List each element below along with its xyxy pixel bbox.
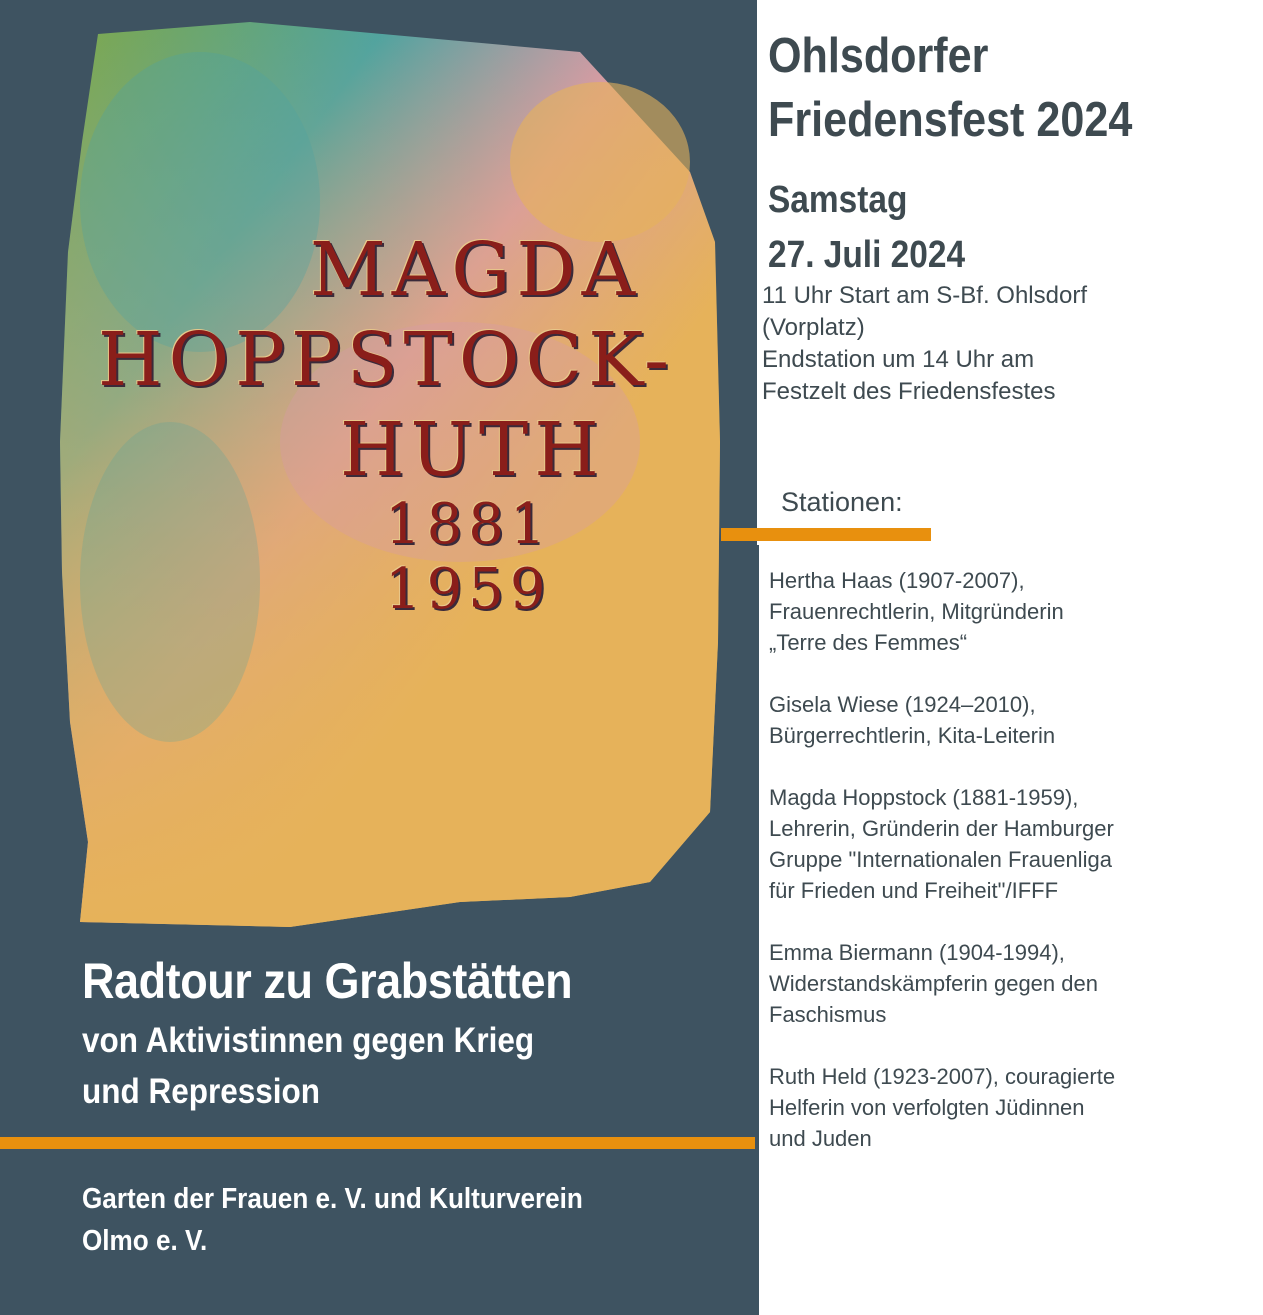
- station-line: Lehrerin, Gründerin der Hamburger: [769, 816, 1114, 841]
- station-line: Gisela Wiese (1924–2010),: [769, 692, 1036, 717]
- sub-title-line: von Aktivistinnen gegen Krieg: [82, 1021, 535, 1060]
- event-date: [768, 173, 965, 283]
- info-line: (Vorplatz): [762, 314, 865, 341]
- station-item: [769, 689, 1239, 751]
- station-line: „Terre des Femmes“: [769, 630, 968, 655]
- event-weekday: Samstag: [768, 179, 908, 221]
- station-line: Emma Biermann (1904-1994),: [769, 940, 1065, 965]
- main-title: Radtour zu Grabstätten: [82, 953, 573, 1009]
- station-item: [769, 1061, 1239, 1154]
- station-line: Faschismus: [769, 1002, 887, 1027]
- station-line: Helferin von verfolgten Jüdinnen: [769, 1095, 1085, 1120]
- gravestone-inscription: [40, 22, 730, 927]
- accent-bar: [0, 1137, 757, 1149]
- fest-title-line: Friedensfest 2024: [768, 93, 1133, 147]
- station-line: und Juden: [769, 1126, 872, 1151]
- organizers-line: Olmo e. V.: [82, 1225, 208, 1257]
- inscription-year: 1881: [385, 492, 552, 557]
- gravestone-image: [40, 22, 730, 927]
- inscription-year: 1959: [385, 557, 552, 622]
- organizers: [82, 1178, 730, 1262]
- station-item: [769, 782, 1239, 906]
- sub-title-line: und Repression: [82, 1072, 321, 1111]
- inscription-line: HOPPSTOCK-: [98, 317, 676, 403]
- divider: [755, 545, 759, 1315]
- station-line: Hertha Haas (1907-2007),: [769, 568, 1025, 593]
- fest-title-line: Ohlsdorfer: [768, 29, 989, 83]
- station-line: Bürgerrechtlerin, Kita-Leiterin: [769, 723, 1056, 748]
- station-line: Frauenrechtlerin, Mitgründerin: [769, 599, 1064, 624]
- info-line: Festzelt des Friedensfestes: [762, 378, 1056, 405]
- stations-label: Stationen:: [781, 487, 903, 517]
- info-line: Endstation um 14 Uhr am: [762, 346, 1035, 373]
- station-item: [769, 565, 1239, 658]
- station-item: [769, 937, 1239, 1030]
- stations-list: [769, 565, 1239, 1185]
- fest-title: [768, 24, 1132, 152]
- station-line: Widerstandskämpferin gegen den: [769, 971, 1098, 996]
- inscription-line: MAGDA: [310, 227, 642, 313]
- info-line: 11 Uhr Start am S-Bf. Ohlsdorf: [762, 282, 1087, 309]
- event-info: [762, 280, 1242, 408]
- inscription-line: HUTH: [340, 407, 605, 493]
- station-line: Magda Hoppstock (1881-1959),: [769, 785, 1079, 810]
- accent-bar: [721, 528, 931, 541]
- sub-title: [82, 1015, 712, 1117]
- station-line: Ruth Held (1923-2007), couragierte: [769, 1064, 1116, 1089]
- event-day: 27. Juli 2024: [768, 234, 966, 276]
- station-line: für Frieden und Freiheit"/IFFF: [769, 878, 1059, 903]
- station-line: Gruppe "Internationalen Frauenliga: [769, 847, 1112, 872]
- organizers-line: Garten der Frauen e. V. und Kulturverein: [82, 1183, 583, 1215]
